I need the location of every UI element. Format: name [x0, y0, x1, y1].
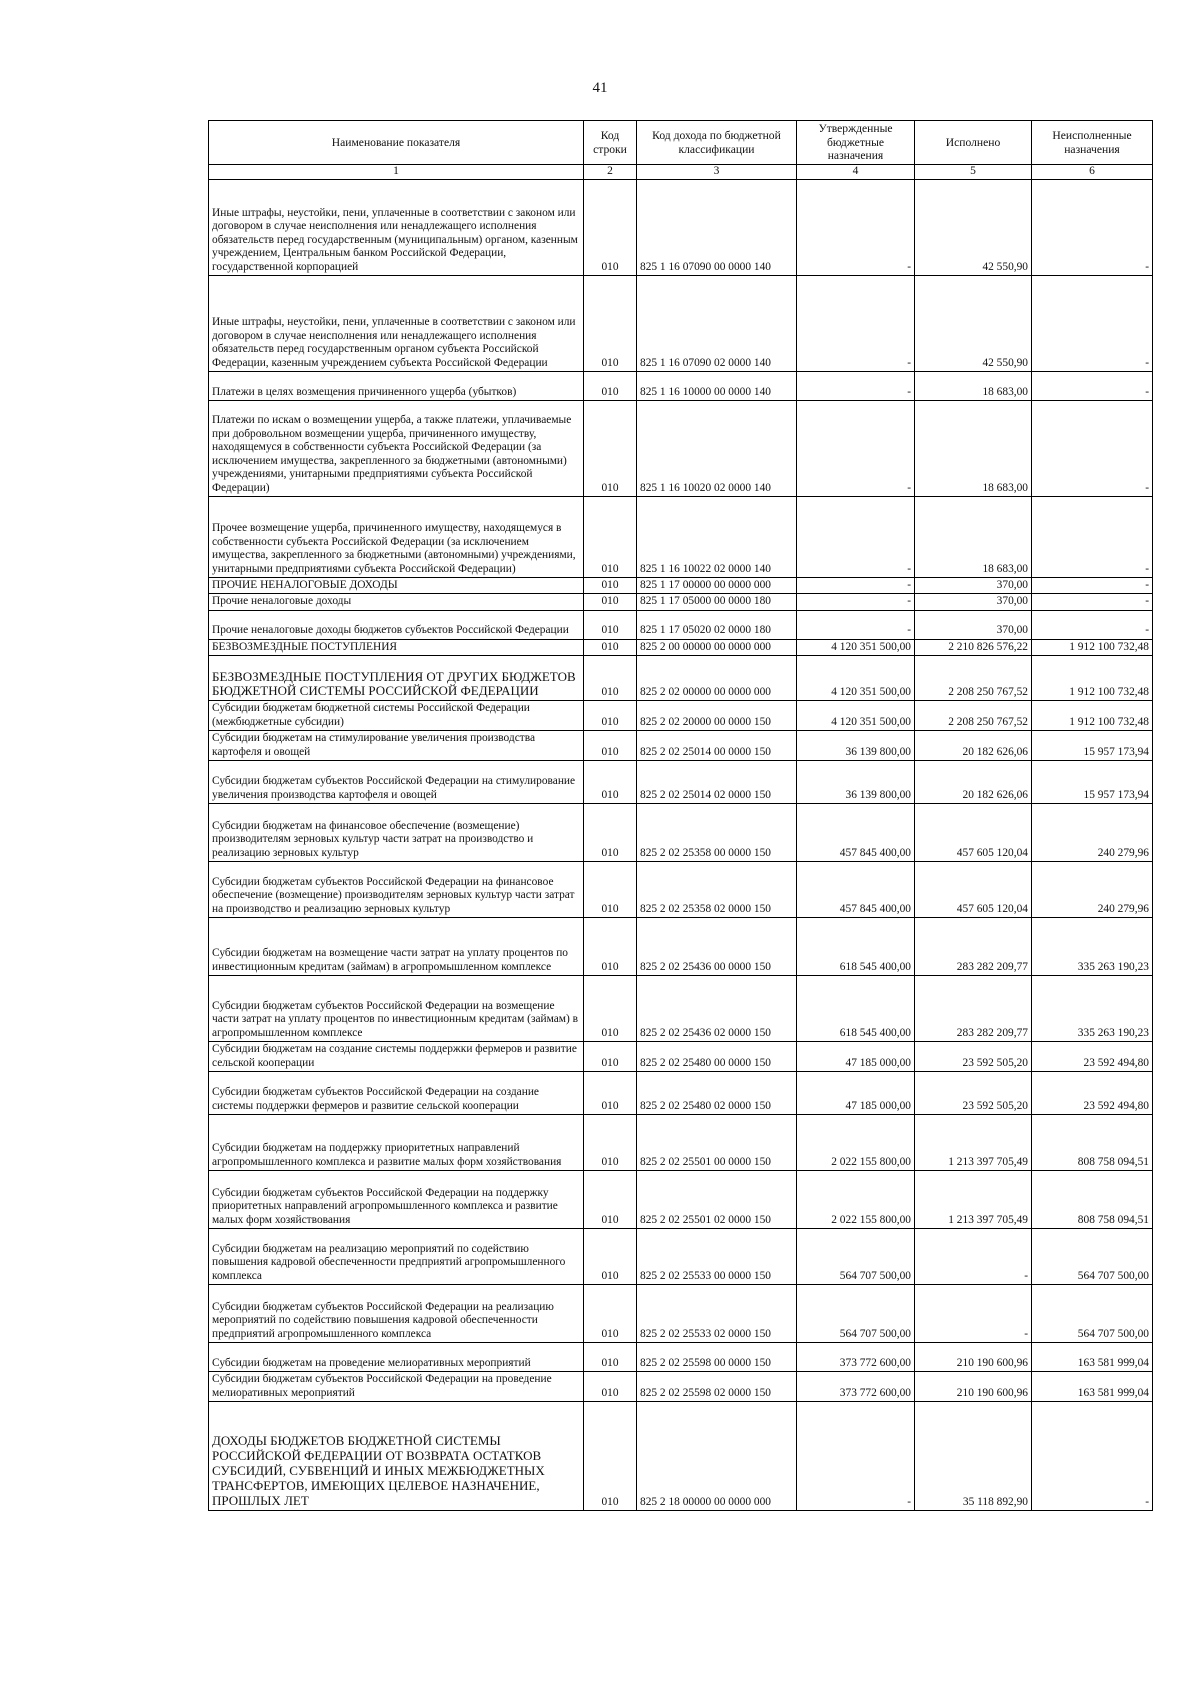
row-kbk: 825 2 02 25598 02 0000 150: [637, 1372, 797, 1402]
table-row: [209, 731, 1153, 761]
row-executed: 18 683,00: [915, 401, 1032, 497]
row-unexecuted: 163 581 999,04: [1032, 1372, 1153, 1402]
row-executed: 370,00: [915, 578, 1032, 594]
row-executed: 20 182 626,06: [915, 731, 1032, 761]
header-executed: Исполнено: [915, 121, 1032, 165]
row-kbk: 825 2 02 25533 02 0000 150: [637, 1285, 797, 1343]
row-name: Прочие неналоговые доходы: [209, 594, 584, 610]
row-approved: 2 022 155 800,00: [797, 1171, 915, 1229]
row-name: ДОХОДЫ БЮДЖЕТОВ БЮДЖЕТНОЙ СИСТЕМЫ РОССИЙСКОЙ ФЕДЕРАЦИИ ОТ ВОЗВРАТА ОСТАТКОВ СУБСИДИЙ, СУБВЕНЦИЙ И ИНЫХ МЕЖБЮДЖЕТНЫХ ТРАНСФЕРТОВ, ИМЕЮЩИХ ЦЕЛЕВОЕ НАЗНАЧЕНИЕ, ПРОШЛЫХ ЛЕТ: [209, 1402, 584, 1511]
row-approved: -: [797, 578, 915, 594]
row-name: БЕЗВОЗМЕЗДНЫЕ ПОСТУПЛЕНИЯ: [209, 639, 584, 655]
row-code: 010: [584, 918, 637, 976]
table-row: [209, 610, 1153, 639]
table-row: [209, 1072, 1153, 1115]
row-unexecuted: 1 912 100 732,48: [1032, 656, 1153, 701]
column-number: 1: [209, 165, 584, 180]
row-unexecuted: 564 707 500,00: [1032, 1285, 1153, 1343]
column-number: 3: [637, 165, 797, 180]
table-header-row: [209, 121, 1153, 165]
row-name: Субсидии бюджетам субъектов Российской Федерации на стимулирование увеличения производства картофеля и овощей: [209, 761, 584, 804]
row-kbk: 825 2 00 00000 00 0000 000: [637, 639, 797, 655]
row-approved: -: [797, 372, 915, 401]
row-kbk: 825 1 17 00000 00 0000 000: [637, 578, 797, 594]
row-approved: 373 772 600,00: [797, 1343, 915, 1372]
row-unexecuted: 564 707 500,00: [1032, 1229, 1153, 1285]
row-unexecuted: 335 263 190,23: [1032, 918, 1153, 976]
row-approved: 373 772 600,00: [797, 1372, 915, 1402]
row-unexecuted: -: [1032, 497, 1153, 578]
column-number: 2: [584, 165, 637, 180]
row-approved: -: [797, 610, 915, 639]
row-executed: 370,00: [915, 610, 1032, 639]
row-code: 010: [584, 804, 637, 862]
row-code: 010: [584, 372, 637, 401]
row-code: 010: [584, 701, 637, 731]
table-row: [209, 804, 1153, 862]
header-kbk: Код дохода по бюджетной классификации: [637, 121, 797, 165]
row-kbk: 825 1 17 05000 00 0000 180: [637, 594, 797, 610]
row-approved: 564 707 500,00: [797, 1285, 915, 1343]
row-code: 010: [584, 761, 637, 804]
row-kbk: 825 2 02 25501 02 0000 150: [637, 1171, 797, 1229]
row-executed: 35 118 892,90: [915, 1402, 1032, 1511]
row-code: 010: [584, 401, 637, 497]
row-name: Прочее возмещение ущерба, причиненного имуществу, находящемуся в собственности субъекта Российской Федерации (за исключением имущества, закрепленного за бюджетными (автономными) учреждениями, унитарными предприятиями субъекта Российской Федерации): [209, 497, 584, 578]
row-kbk: 825 2 02 25501 00 0000 150: [637, 1115, 797, 1171]
row-code: 010: [584, 862, 637, 918]
row-kbk: 825 2 02 00000 00 0000 000: [637, 656, 797, 701]
table-body: [209, 180, 1153, 1511]
row-name: Субсидии бюджетам субъектов Российской Федерации на создание системы поддержки фермеров и развитие сельской кооперации: [209, 1072, 584, 1115]
row-executed: 210 190 600,96: [915, 1372, 1032, 1402]
table-row: [209, 976, 1153, 1042]
row-executed: 42 550,90: [915, 180, 1032, 276]
row-kbk: 825 1 16 10000 00 0000 140: [637, 372, 797, 401]
column-number: 5: [915, 165, 1032, 180]
row-name: Платежи в целях возмещения причиненного ущерба (убытков): [209, 372, 584, 401]
row-approved: 4 120 351 500,00: [797, 701, 915, 731]
header-row-code: Код строки: [584, 121, 637, 165]
row-code: 010: [584, 578, 637, 594]
row-code: 010: [584, 497, 637, 578]
row-approved: 4 120 351 500,00: [797, 656, 915, 701]
table-row: [209, 276, 1153, 372]
table-row: [209, 918, 1153, 976]
row-unexecuted: 163 581 999,04: [1032, 1343, 1153, 1372]
row-executed: -: [915, 1229, 1032, 1285]
row-code: 010: [584, 731, 637, 761]
table-row: [209, 594, 1153, 610]
row-unexecuted: 15 957 173,94: [1032, 761, 1153, 804]
header-name: Наименование показателя: [209, 121, 584, 165]
row-unexecuted: 1 912 100 732,48: [1032, 701, 1153, 731]
row-code: 010: [584, 1402, 637, 1511]
row-kbk: 825 2 02 25533 00 0000 150: [637, 1229, 797, 1285]
row-executed: 2 208 250 767,52: [915, 701, 1032, 731]
table-row: [209, 1343, 1153, 1372]
row-name: Субсидии бюджетам субъектов Российской Федерации на возмещение части затрат на уплату процентов по инвестиционным кредитам (займам) в агропромышленном комплексе: [209, 976, 584, 1042]
row-kbk: 825 2 02 25358 02 0000 150: [637, 862, 797, 918]
row-code: 010: [584, 1072, 637, 1115]
row-kbk: 825 2 02 25480 00 0000 150: [637, 1042, 797, 1072]
row-code: 010: [584, 1343, 637, 1372]
row-unexecuted: -: [1032, 276, 1153, 372]
row-executed: 457 605 120,04: [915, 804, 1032, 862]
row-name: Субсидии бюджетам на создание системы поддержки фермеров и развитие сельской кооперации: [209, 1042, 584, 1072]
row-code: 010: [584, 656, 637, 701]
header-unexecuted: Неисполненные назначения: [1032, 121, 1153, 165]
row-code: 010: [584, 976, 637, 1042]
table-row: [209, 862, 1153, 918]
row-unexecuted: 1 912 100 732,48: [1032, 639, 1153, 655]
row-name: Субсидии бюджетам субъектов Российской Федерации на проведение мелиоративных мероприятий: [209, 1372, 584, 1402]
table-row: [209, 180, 1153, 276]
row-unexecuted: 808 758 094,51: [1032, 1171, 1153, 1229]
table-row: [209, 372, 1153, 401]
row-executed: 1 213 397 705,49: [915, 1171, 1032, 1229]
row-name: Прочие неналоговые доходы бюджетов субъектов Российской Федерации: [209, 610, 584, 639]
row-name: Иные штрафы, неустойки, пени, уплаченные в соответствии с законом или договором в случае неисполнения или ненадлежащего исполнения обязательств перед государственным органом субъекта Российской Федерации, казенным учреждением субъекта Российской Федерации: [209, 276, 584, 372]
row-approved: 47 185 000,00: [797, 1042, 915, 1072]
table-row: [209, 761, 1153, 804]
header-approved: Утвержденные бюджетные назначения: [797, 121, 915, 165]
row-approved: -: [797, 594, 915, 610]
table-row: [209, 1115, 1153, 1171]
row-executed: 23 592 505,20: [915, 1042, 1032, 1072]
row-approved: -: [797, 276, 915, 372]
row-unexecuted: -: [1032, 594, 1153, 610]
row-name: Платежи по искам о возмещении ущерба, а также платежи, уплачиваемые при добровольном возмещении ущерба, причиненного имуществу, находящемуся в собственности субъекта Российской Федерации (за исключением имущества, закрепленного за бюджетными (автономными) учреждениями, унитарными предприятиями субъекта Российской Федерации): [209, 401, 584, 497]
row-kbk: 825 2 02 25436 02 0000 150: [637, 976, 797, 1042]
row-kbk: 825 2 18 00000 00 0000 000: [637, 1402, 797, 1511]
row-kbk: 825 1 17 05020 02 0000 180: [637, 610, 797, 639]
row-approved: -: [797, 401, 915, 497]
row-name: Субсидии бюджетам субъектов Российской Федерации на финансовое обеспечение (возмещение) производителям зерновых культур части затрат на производство и реализацию зерновых культур: [209, 862, 584, 918]
row-executed: 370,00: [915, 594, 1032, 610]
row-kbk: 825 2 02 20000 00 0000 150: [637, 701, 797, 731]
row-unexecuted: -: [1032, 401, 1153, 497]
table-row: [209, 1285, 1153, 1343]
table-row: [209, 497, 1153, 578]
row-approved: -: [797, 1402, 915, 1511]
row-code: 010: [584, 610, 637, 639]
row-code: 010: [584, 594, 637, 610]
row-executed: 42 550,90: [915, 276, 1032, 372]
row-kbk: 825 1 16 07090 02 0000 140: [637, 276, 797, 372]
row-code: 010: [584, 1229, 637, 1285]
row-unexecuted: 240 279,96: [1032, 804, 1153, 862]
row-kbk: 825 2 02 25480 02 0000 150: [637, 1072, 797, 1115]
row-executed: -: [915, 1285, 1032, 1343]
row-approved: 36 139 800,00: [797, 761, 915, 804]
row-kbk: 825 2 02 25598 00 0000 150: [637, 1343, 797, 1372]
row-executed: 23 592 505,20: [915, 1072, 1032, 1115]
row-name: Субсидии бюджетам на возмещение части затрат на уплату процентов по инвестиционным кредитам (займам) в агропромышленном комплексе: [209, 918, 584, 976]
table-row: [209, 656, 1153, 701]
row-name: Субсидии бюджетам на стимулирование увеличения производства картофеля и овощей: [209, 731, 584, 761]
row-executed: 1 213 397 705,49: [915, 1115, 1032, 1171]
row-approved: -: [797, 497, 915, 578]
table-row: [209, 1171, 1153, 1229]
column-number: 4: [797, 165, 915, 180]
row-name: Субсидии бюджетам субъектов Российской Федерации на поддержку приоритетных направлений агропромышленного комплекса и развитие малых форм хозяйствования: [209, 1171, 584, 1229]
row-executed: 2 210 826 576,22: [915, 639, 1032, 655]
row-executed: 210 190 600,96: [915, 1343, 1032, 1372]
row-executed: 2 208 250 767,52: [915, 656, 1032, 701]
row-name: Субсидии бюджетам на финансовое обеспечение (возмещение) производителям зерновых культур части затрат на производство и реализацию зерновых культур: [209, 804, 584, 862]
row-code: 010: [584, 1042, 637, 1072]
row-code: 010: [584, 276, 637, 372]
page-number: 41: [592, 80, 608, 96]
row-unexecuted: -: [1032, 372, 1153, 401]
row-name: Субсидии бюджетам на проведение мелиоративных мероприятий: [209, 1343, 584, 1372]
budget-execution-table: [208, 120, 1153, 1511]
table-row: [209, 1042, 1153, 1072]
row-approved: 564 707 500,00: [797, 1229, 915, 1285]
row-kbk: 825 2 02 25436 00 0000 150: [637, 918, 797, 976]
row-unexecuted: 335 263 190,23: [1032, 976, 1153, 1042]
row-unexecuted: 808 758 094,51: [1032, 1115, 1153, 1171]
row-unexecuted: 15 957 173,94: [1032, 731, 1153, 761]
row-executed: 283 282 209,77: [915, 976, 1032, 1042]
row-name: Иные штрафы, неустойки, пени, уплаченные в соответствии с законом или договором в случае неисполнения или ненадлежащего исполнения обязательств перед государственным (муниципальным) органом, казенным учреждением, Центральным банком Российской Федерации, государственной корпорацией: [209, 180, 584, 276]
row-kbk: 825 1 16 10020 02 0000 140: [637, 401, 797, 497]
table-row: [209, 639, 1153, 655]
row-code: 010: [584, 1171, 637, 1229]
row-approved: 47 185 000,00: [797, 1072, 915, 1115]
row-unexecuted: 240 279,96: [1032, 862, 1153, 918]
row-approved: 457 845 400,00: [797, 804, 915, 862]
table-row: [209, 401, 1153, 497]
row-unexecuted: 23 592 494,80: [1032, 1072, 1153, 1115]
row-executed: 457 605 120,04: [915, 862, 1032, 918]
row-approved: 2 022 155 800,00: [797, 1115, 915, 1171]
row-unexecuted: -: [1032, 180, 1153, 276]
row-name: ПРОЧИЕ НЕНАЛОГОВЫЕ ДОХОДЫ: [209, 578, 584, 594]
table-row: [209, 1372, 1153, 1402]
column-number-row: [209, 165, 1153, 180]
row-code: 010: [584, 1115, 637, 1171]
row-name: Субсидии бюджетам бюджетной системы Российской Федерации (межбюджетные субсидии): [209, 701, 584, 731]
row-name: Субсидии бюджетам на поддержку приоритетных направлений агропромышленного комплекса и развитие малых форм хозяйствования: [209, 1115, 584, 1171]
row-unexecuted: -: [1032, 578, 1153, 594]
table-row: [209, 701, 1153, 731]
row-code: 010: [584, 639, 637, 655]
row-approved: -: [797, 180, 915, 276]
row-name: Субсидии бюджетам на реализацию мероприятий по содействию повышения кадровой обеспеченности предприятий агропромышленного комплекса: [209, 1229, 584, 1285]
row-code: 010: [584, 1285, 637, 1343]
row-executed: 20 182 626,06: [915, 761, 1032, 804]
row-approved: 618 545 400,00: [797, 976, 915, 1042]
row-kbk: 825 2 02 25014 02 0000 150: [637, 761, 797, 804]
column-number: 6: [1032, 165, 1153, 180]
row-unexecuted: -: [1032, 610, 1153, 639]
table-row: [209, 1229, 1153, 1285]
row-approved: 36 139 800,00: [797, 731, 915, 761]
row-approved: 618 545 400,00: [797, 918, 915, 976]
row-executed: 283 282 209,77: [915, 918, 1032, 976]
row-name: Субсидии бюджетам субъектов Российской Федерации на реализацию мероприятий по содействию повышения кадровой обеспеченности предприятий агропромышленного комплекса: [209, 1285, 584, 1343]
row-kbk: 825 1 16 10022 02 0000 140: [637, 497, 797, 578]
row-name: БЕЗВОЗМЕЗДНЫЕ ПОСТУПЛЕНИЯ ОТ ДРУГИХ БЮДЖЕТОВ БЮДЖЕТНОЙ СИСТЕМЫ РОССИЙСКОЙ ФЕДЕРАЦИИ: [209, 656, 584, 701]
row-unexecuted: 23 592 494,80: [1032, 1042, 1153, 1072]
row-executed: 18 683,00: [915, 497, 1032, 578]
table-row: [209, 1402, 1153, 1511]
row-executed: 18 683,00: [915, 372, 1032, 401]
row-unexecuted: -: [1032, 1402, 1153, 1511]
row-code: 010: [584, 1372, 637, 1402]
row-code: 010: [584, 180, 637, 276]
table-row: [209, 578, 1153, 594]
row-kbk: 825 2 02 25358 00 0000 150: [637, 804, 797, 862]
row-kbk: 825 1 16 07090 00 0000 140: [637, 180, 797, 276]
row-kbk: 825 2 02 25014 00 0000 150: [637, 731, 797, 761]
row-approved: 4 120 351 500,00: [797, 639, 915, 655]
row-approved: 457 845 400,00: [797, 862, 915, 918]
